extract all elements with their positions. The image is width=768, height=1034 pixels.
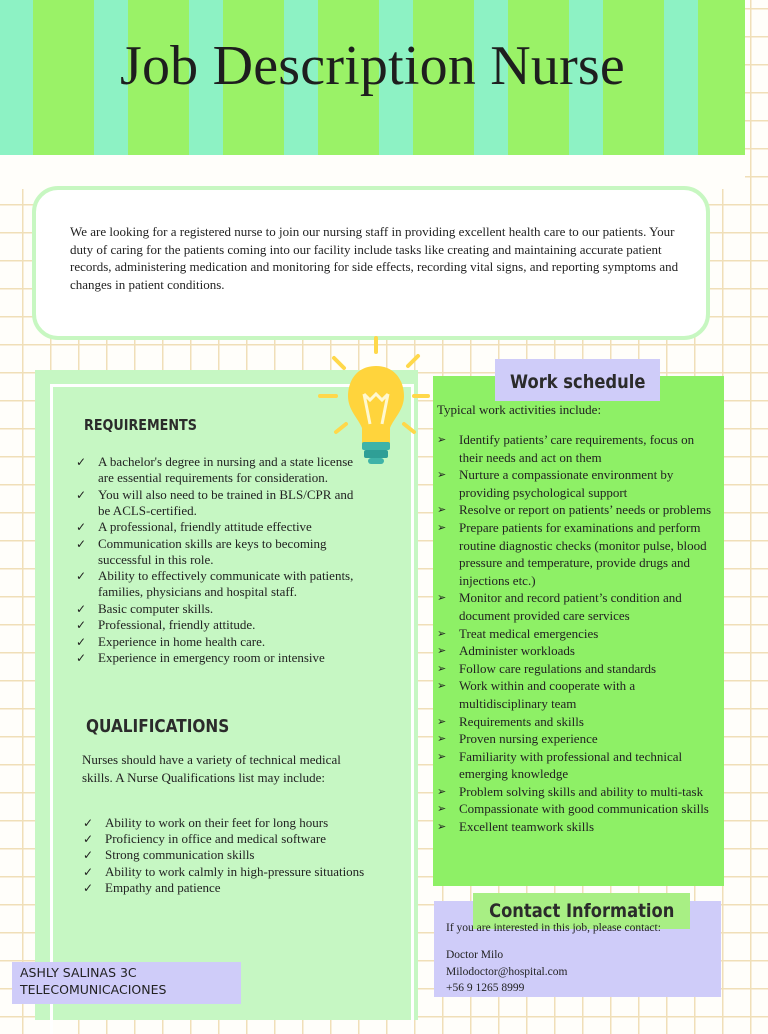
requirements-list [76, 454, 356, 666]
list-item-text: A professional, friendly attitude effective [98, 519, 312, 535]
list-item [437, 677, 717, 712]
check-icon: ✓ [76, 569, 87, 584]
author-dept: TELECOMUNICACIONES [20, 981, 167, 997]
check-icon: ✓ [76, 487, 87, 502]
list-item-text: Resolve or report on patients’ needs or problems [459, 502, 712, 518]
contact-name: Doctor Milo [446, 949, 504, 961]
list-item-text: Familiarity with professional and technical emerging knowledge [459, 748, 683, 782]
list-item [76, 650, 356, 666]
arrow-bullet-icon: ➢ [437, 802, 447, 816]
list-item [83, 864, 373, 880]
check-icon: ✓ [83, 880, 94, 895]
list-item-text: Problem solving skills and ability to multi-task [459, 783, 704, 799]
lightbulb-icon [318, 336, 430, 472]
check-icon: ✓ [76, 618, 87, 633]
contact-email: Milodoctor@hospital.com [446, 965, 568, 978]
list-item-text: A bachelor's degree in nursing and a state license are essential requirements for consideration. [98, 454, 354, 486]
list-item-text: Basic computer skills. [98, 600, 214, 616]
list-item-text: Professional, friendly attitude. [98, 617, 256, 633]
list-item [83, 847, 373, 863]
list-item [437, 800, 717, 818]
arrow-bullet-icon: ➢ [437, 503, 447, 517]
list-item [437, 466, 717, 501]
list-item-text: Ability to effectively communicate with patients, families, physicians and hospital staff. [98, 568, 354, 600]
list-item [76, 617, 356, 633]
check-icon: ✓ [83, 832, 94, 847]
contact-phone: +56 9 1265 8999 [446, 982, 525, 994]
list-item [437, 783, 717, 801]
work-schedule-intro: Typical work activities include: [437, 402, 602, 417]
list-item-text: Ability to work calmly in high-pressure situations [105, 863, 365, 879]
list-item [437, 660, 717, 678]
list-item-text: Monitor and record patient’s condition and document provided care services [459, 590, 682, 623]
arrow-bullet-icon: ➢ [437, 591, 447, 605]
list-item [437, 519, 717, 589]
list-item [437, 431, 717, 466]
list-item [76, 634, 356, 650]
qualifications-list [83, 815, 373, 896]
list-item-text: Experience in home health care. [98, 633, 266, 649]
list-item [76, 601, 356, 617]
arrow-bullet-icon: ➢ [437, 679, 447, 693]
contact-details [446, 947, 567, 997]
list-item-text: Compassionate with good communication skills [459, 801, 709, 817]
contact-heading: Contact Information [473, 893, 690, 929]
list-item-text: Treat medical emergencies [459, 625, 599, 641]
arrow-bullet-icon: ➢ [437, 520, 447, 534]
arrow-bullet-icon: ➢ [437, 784, 447, 798]
list-item-text: Follow care regulations and standards [459, 660, 657, 676]
list-item [437, 589, 717, 624]
check-icon: ✓ [83, 848, 94, 863]
work-schedule-list [437, 431, 717, 836]
arrow-bullet-icon: ➢ [437, 749, 447, 763]
list-item [437, 730, 717, 748]
check-icon: ✓ [76, 536, 87, 551]
banner-spacer [0, 155, 745, 189]
list-item [437, 642, 717, 660]
page-title: Job Description Nurse [119, 35, 625, 97]
check-icon: ✓ [76, 455, 87, 469]
list-item [83, 831, 373, 847]
arrow-bullet-icon: ➢ [437, 661, 447, 675]
list-item [76, 536, 356, 568]
check-icon: ✓ [76, 650, 87, 665]
arrow-bullet-icon: ➢ [437, 468, 447, 482]
list-item [76, 487, 356, 519]
list-item [76, 519, 356, 535]
list-item [437, 501, 717, 519]
list-item-text: Experience in emergency room or intensive [98, 649, 325, 665]
arrow-bullet-icon: ➢ [437, 820, 447, 834]
arrow-bullet-icon: ➢ [437, 626, 447, 640]
qualifications-intro: Nurses should have a variety of technical medical skills. A Nurse Qualifications list may include: [82, 752, 341, 785]
list-item [437, 818, 717, 836]
requirements-heading: REQUIREMENTS [84, 416, 197, 434]
check-icon: ✓ [76, 634, 87, 649]
list-item-text: Prepare patients for examinations and perform routine diagnostic checks (monitor pulse, blood pressure and temperature, provide drugs and injections etc.) [459, 519, 707, 588]
list-item [437, 748, 717, 783]
list-item-text: Ability to work on their feet for long hours [105, 815, 329, 830]
arrow-bullet-icon: ➢ [437, 714, 447, 728]
list-item-text: Identify patients’ care requirements, focus on their needs and act on them [459, 432, 695, 465]
check-icon: ✓ [83, 816, 94, 830]
list-item-text: Empathy and patience [105, 879, 221, 895]
check-icon: ✓ [76, 601, 87, 616]
list-item-text: Work within and cooperate with a multidisciplinary team [459, 678, 636, 711]
list-item [76, 454, 356, 486]
intro-paragraph: We are looking for a registered nurse to join our nursing staff in providing excellent health care to our patients. Your duty of caring for the patients coming into our facility include tasks like creating and maintaining accurate patient records, administering medication and monitoring for side effects, recording vital signs, and reporting symptoms and changes in patient conditions. [70, 224, 679, 292]
list-item [83, 815, 373, 831]
list-item-text: Excellent teamwork skills [459, 819, 595, 835]
list-item-text: Nurture a compassionate environment by providing psychological support [459, 467, 674, 500]
list-item [437, 625, 717, 643]
list-item-text: Administer workloads [459, 643, 575, 659]
qualifications-heading: QUALIFICATIONS [86, 716, 230, 737]
author-name: ASHLY SALINAS 3C [20, 965, 137, 980]
list-item-text: Requirements and skills [459, 713, 584, 729]
list-item-text: Communication skills are keys to becoming successful in this role. [98, 535, 327, 567]
list-item [437, 713, 717, 731]
check-icon: ✓ [76, 520, 87, 535]
list-item-text: You will also need to be trained in BLS/CPR and be ACLS-certified. [98, 486, 354, 518]
list-item-text: Proven nursing experience [459, 731, 598, 747]
list-item-text: Strong communication skills [105, 847, 255, 863]
contact-prompt: If you are interested in this job, please contact: [446, 922, 661, 934]
author-label [20, 965, 166, 998]
check-icon: ✓ [83, 864, 94, 879]
arrow-bullet-icon: ➢ [437, 433, 447, 446]
arrow-bullet-icon: ➢ [437, 732, 447, 746]
arrow-bullet-icon: ➢ [437, 644, 447, 658]
list-item-text: Proficiency in office and medical software [105, 831, 327, 847]
list-item [83, 880, 373, 896]
list-item [76, 568, 356, 600]
work-schedule-heading: Work schedule [495, 359, 660, 401]
